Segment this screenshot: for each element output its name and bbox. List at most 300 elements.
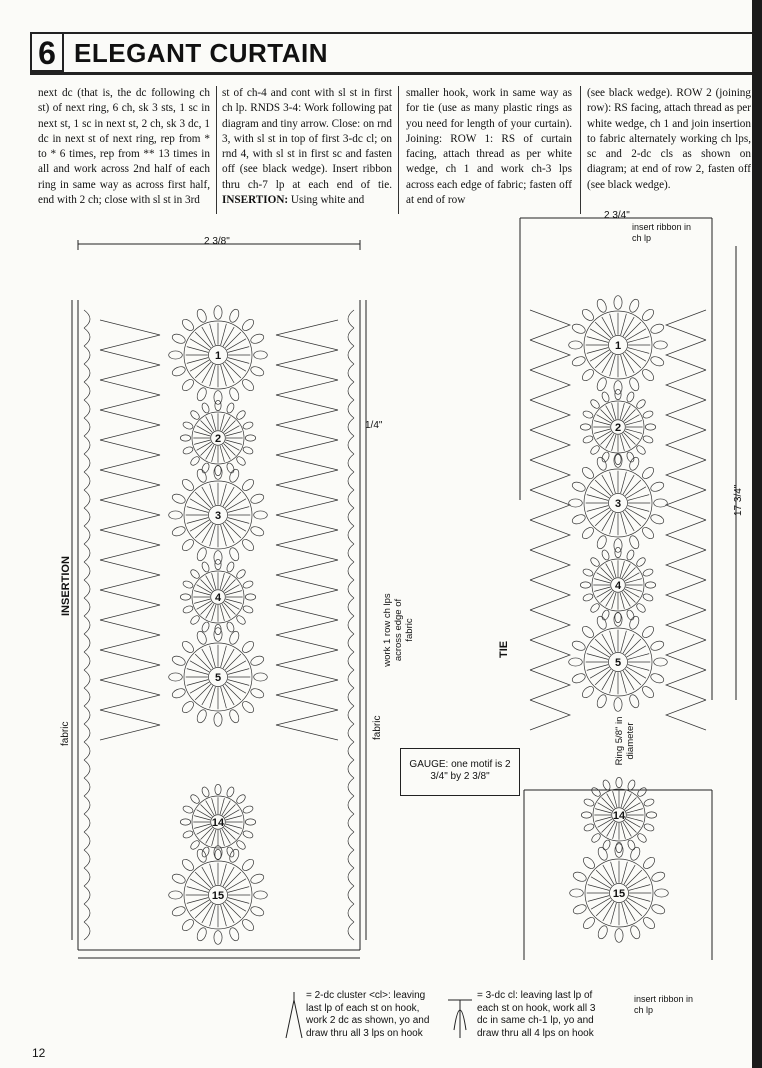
- tie-motif-1-petal: [649, 355, 665, 368]
- tie-lower-motif-15-petal: [641, 915, 656, 930]
- tie-lower-motif-14-spoke: [625, 798, 637, 810]
- insertion-motif-3-petal: [254, 511, 268, 519]
- tie-motif-5-petal: [580, 624, 595, 639]
- tie-motif-3-petal: [571, 513, 587, 526]
- text-column-4: (see black wedge). ROW 2 (joining row): RS facing, attach thread as per white wedge, ch 1 and join insertion to fabric alternately working ch lps, sc and 2-dc cls as shown on diagram; at end of row 2, fasten off (see black wedge).: [587, 87, 751, 191]
- tie-motif-3-petal: [640, 525, 655, 540]
- insertion-motif-2-petal: [226, 402, 236, 414]
- tie-lattice-right: [666, 700, 706, 730]
- legend-3dc-cluster: = 3-dc cl: leaving last lp of each st on hook, work all 3 dc in same ch-1 lp, yo and draw thru all 4 lps on hook: [477, 990, 596, 1039]
- tie-motif-3-spoke: [625, 510, 641, 526]
- tie-label: TIE: [498, 640, 510, 658]
- chain-loop-left: [84, 400, 90, 418]
- insertion-motif-3-spoke: [195, 522, 211, 538]
- insertion-motif-1-petal: [249, 332, 265, 345]
- insertion-lower-motif-14-petal: [226, 786, 236, 798]
- tie-motif-3-spoke: [595, 510, 611, 526]
- tie-motif-1-petal: [580, 307, 595, 322]
- insertion-motif-4-spoke: [224, 603, 236, 615]
- tie-lower-motif-14-petal: [627, 779, 637, 791]
- tie-motif-4-petal: [601, 609, 611, 621]
- tie-motif-1-spoke: [625, 322, 641, 338]
- tie-lattice-left: [530, 670, 570, 700]
- insertion-motif-1-petal: [240, 317, 255, 332]
- tie-motif-1-petal: [654, 341, 668, 349]
- lattice-left: [100, 500, 160, 530]
- insertion-motif-5-spoke: [225, 654, 241, 670]
- tie-lattice-right: [666, 640, 706, 670]
- chain-loop-left: [84, 544, 90, 562]
- insertion-motif-4-petal: [242, 605, 254, 615]
- insertion-motif-1-petal: [214, 306, 222, 320]
- legend-2dc-cluster: = 2-dc cluster <cl>: leaving last lp of each st on hook, work 2 dc as shown, yo and draw thru all 3 lps on hook: [306, 990, 430, 1039]
- lattice-left: [100, 320, 160, 350]
- insertion-motif-1-petal: [195, 308, 208, 324]
- tie-motif-1-petal: [640, 307, 655, 322]
- tie-lattice-right: [666, 610, 706, 640]
- tie-lattice-right: [666, 550, 706, 580]
- insertion-lower-motif-14-petal: [180, 819, 190, 825]
- chain-loop-left: [84, 562, 90, 580]
- tie-motif-1-spoke: [595, 352, 611, 368]
- tie-lattice-right: [666, 670, 706, 700]
- insertion-motif-3-petal: [249, 492, 265, 505]
- chain-loop-right: [348, 688, 354, 706]
- tie-motif-5-petal: [571, 672, 587, 685]
- insertion-motif-4-petal: [201, 621, 211, 633]
- tie-motif-4-petal: [635, 602, 647, 614]
- tie-motif-5-petal: [569, 658, 583, 666]
- chain-loop-right: [348, 580, 354, 598]
- tie-motif-4-petal: [635, 556, 647, 568]
- insertion-motif-3-petal: [249, 525, 265, 538]
- chain-loop-right: [348, 832, 354, 850]
- insertion-lower-motif-14-petal: [226, 846, 236, 858]
- tie-lower-motif-15-petal: [581, 855, 596, 870]
- tie-motif-4-petal: [645, 582, 655, 588]
- insertion-motif-3-spoke: [225, 522, 241, 538]
- tie-lower-motif-14-petal: [583, 798, 595, 808]
- chain-loop-right: [348, 346, 354, 364]
- tie-motif-4-petal: [582, 568, 594, 578]
- insertion-motif-5-petal: [169, 673, 183, 681]
- tie-lower-motif-15-petal: [572, 903, 588, 916]
- tie-motif-4-spoke: [601, 568, 613, 580]
- insertion-motif-2-spoke: [201, 444, 213, 456]
- lattice-right: [276, 470, 338, 500]
- chain-loop-right: [348, 508, 354, 526]
- cluster-3dc-symbol: [448, 1000, 472, 1038]
- chain-loop-left: [84, 688, 90, 706]
- insertion-motif-3-spoke: [225, 492, 241, 508]
- chain-loop-right: [348, 562, 354, 580]
- insertion-motif-1-petal: [228, 386, 241, 402]
- tie-motif-1-petal: [571, 322, 587, 335]
- tie-motif-5-petal: [640, 624, 655, 639]
- insertion-motif-1-petal: [254, 351, 268, 359]
- lattice-left: [100, 380, 160, 410]
- insertion-motif-4-petal: [182, 580, 194, 590]
- tie-lattice-left: [530, 580, 570, 610]
- insertion-motif-4-petal: [180, 594, 190, 600]
- tie-lower-motif-14-petal: [590, 786, 602, 798]
- insertion-motif-2-number: 2: [214, 433, 222, 445]
- tie-lattice-left: [530, 400, 570, 430]
- chain-loop-right: [348, 436, 354, 454]
- insertion-motif-5-spoke: [195, 654, 211, 670]
- chain-loop-right: [348, 652, 354, 670]
- tie-motif-4-petal: [642, 593, 654, 603]
- tie-lower-motif-15-spoke: [626, 900, 642, 916]
- tie-motif-3-petal: [580, 525, 595, 540]
- tie-lattice-right: [666, 430, 706, 460]
- chain-loop-right: [348, 814, 354, 832]
- chain-loop-left: [84, 724, 90, 742]
- lattice-right: [276, 530, 338, 560]
- insertion-motif-5-petal: [171, 687, 187, 700]
- tie-motif-5-petal: [654, 658, 668, 666]
- tie-lower-motif-14-spoke: [625, 821, 637, 833]
- insertion-motif-1-petal: [240, 377, 255, 392]
- tie-motif-4-number: 4: [614, 580, 622, 592]
- tie-lattice-left: [530, 520, 570, 550]
- insertion-motif-3-petal: [180, 477, 195, 492]
- chain-loop-right: [348, 310, 354, 328]
- tie-motif-5-spoke: [595, 669, 611, 685]
- chain-loop-left: [84, 508, 90, 526]
- chain-loop-left: [84, 868, 90, 886]
- insertion-lower-motif-14-petal: [189, 793, 201, 805]
- lattice-right: [276, 650, 338, 680]
- chain-loop-left: [84, 490, 90, 508]
- tie-lattice-left: [530, 340, 570, 370]
- tie-motif-5-petal: [571, 639, 587, 652]
- chain-loop-right: [348, 670, 354, 688]
- tie-motif-3-petal: [595, 534, 608, 550]
- insertion-lower-motif-14-petal: [182, 805, 194, 815]
- tie-lower-motif-15-petal: [596, 846, 609, 862]
- chain-loop-right: [348, 418, 354, 436]
- chain-loop-left: [84, 436, 90, 454]
- tie-motif-2-petal: [582, 435, 594, 445]
- chain-loop-left: [84, 904, 90, 922]
- tie-motif-1-petal: [628, 298, 641, 314]
- tie-lattice-right: [666, 370, 706, 400]
- chain-loop-right: [348, 922, 354, 940]
- tie-lattice-left: [530, 640, 570, 670]
- tie-motif-2-petal: [589, 444, 601, 456]
- tie-lower-motif-15-petal: [570, 889, 584, 897]
- chain-loop-left: [84, 364, 90, 382]
- insertion-tail: Using white and: [290, 194, 365, 207]
- tie-motif-4-petal: [626, 609, 636, 621]
- tie-motif-2-number: 2: [614, 422, 622, 434]
- insertion-motif-1-spoke: [225, 332, 241, 348]
- tie-lattice-left: [530, 430, 570, 460]
- tie-motif-1-petal: [580, 367, 595, 382]
- insertion-motif-3-petal: [169, 511, 183, 519]
- tie-lower-motif-14-petal: [602, 779, 612, 791]
- page-title: ELEGANT CURTAIN: [74, 38, 329, 68]
- chain-loop-left: [84, 796, 90, 814]
- tie-motif-2-petal: [580, 424, 590, 430]
- insertion-motif-5-number: 5: [214, 672, 222, 684]
- insertion-motif-2-petal: [242, 421, 254, 431]
- insertion-motif-4-spoke: [224, 580, 236, 592]
- insertion-lower-motif-14-petal: [242, 805, 254, 815]
- chain-loop-left: [84, 346, 90, 364]
- lattice-right: [276, 320, 338, 350]
- chain-loop-right: [348, 868, 354, 886]
- tie-lower-motif-15-petal: [655, 889, 669, 897]
- chain-loop-left: [84, 454, 90, 472]
- insertion-motif-2-spoke: [224, 421, 236, 433]
- insertion-motif-5-spoke: [195, 684, 211, 700]
- chain-loop-right: [348, 742, 354, 760]
- insertion-motif-4-spoke: [201, 603, 213, 615]
- pattern-number: 6: [30, 34, 64, 72]
- chain-loop-right: [348, 382, 354, 400]
- insertion-motif-2-petal: [235, 409, 247, 421]
- tie-motif-2-petal: [601, 451, 611, 463]
- insertion-motif-4-petal: [226, 621, 236, 633]
- lattice-right: [276, 590, 338, 620]
- insertion-lower-motif-14-petal: [201, 786, 211, 798]
- chain-loop-left: [84, 652, 90, 670]
- insertion-motif-3-petal: [240, 477, 255, 492]
- chain-loop-right: [348, 634, 354, 652]
- insertion-motif-5-petal: [228, 708, 241, 724]
- tie-motif-5-number: 5: [614, 657, 622, 669]
- lattice-left: [100, 560, 160, 590]
- insertion-motif-5-petal: [195, 630, 208, 646]
- tie-lattice-right: [666, 460, 706, 490]
- insertion-label: INSERTION: [60, 556, 72, 616]
- insertion-motif-1-petal: [228, 308, 241, 324]
- insertion-motif-5-petal: [171, 654, 187, 667]
- lattice-left: [100, 710, 160, 740]
- tie-lower-motif-15-petal: [650, 903, 666, 916]
- insertion-lower-motif-14-petal: [245, 819, 255, 825]
- insertion-motif-2-petal: [182, 421, 194, 431]
- chain-loop-left: [84, 418, 90, 436]
- lattice-left: [100, 470, 160, 500]
- insertion-motif-3-petal: [180, 537, 195, 552]
- text-column-1: next dc (that is, the dc following ch st) of next ring, 6 ch, sk 3 sts, 1 sc in next st, 1 sc in next st, 2 ch, sk 3 dc, 1 dc in next st of next ring, rep from * to * 6 times, rep from ** 13 times in all and work across 2nd half of each ring in same way as across first half, end with 2 ch; close with sl st in 3rd: [38, 87, 210, 207]
- lattice-right: [276, 620, 338, 650]
- tie-motif-4-spoke: [624, 591, 636, 603]
- insertion-motif-4-petal: [226, 561, 236, 573]
- insertion-motif-1-petal: [180, 377, 195, 392]
- insertion-heading: INSERTION:: [222, 194, 289, 207]
- insertion-motif-1-spoke: [225, 362, 241, 378]
- page-number: 12: [32, 1046, 46, 1060]
- tie-motif-4-petal: [601, 549, 611, 561]
- insertion-motif-5-petal: [240, 639, 255, 654]
- insertion-motif-2-petal: [180, 435, 190, 441]
- insertion-motif-2-petal: [189, 409, 201, 421]
- insertion-lower-motif-15-spoke: [195, 872, 211, 888]
- tie-lower-motif-15-petal: [581, 915, 596, 930]
- tie-lower-motif-14-petal: [643, 823, 655, 833]
- tie-motif-3-spoke: [595, 480, 611, 496]
- tie-motif-3-petal: [569, 499, 583, 507]
- insertion-lower-motif-15-petal: [171, 872, 187, 885]
- insertion-motif-1-petal: [180, 317, 195, 332]
- insertion-motif-4-petal: [189, 568, 201, 580]
- cluster-2dc-symbol: [286, 992, 302, 1038]
- insertion-motif-1-petal: [195, 386, 208, 402]
- text-column-3: smaller hook, work in same way as for tie (use as many plastic rings as you need for length of your curtain). Joining: ROW 1: RS of curtain facing, attach thread as per white wedge, ch 1 and work ch-3 lps across each edge of fabric; fasten off at end of row: [406, 87, 572, 207]
- tie-lower-motif-14-petal: [602, 839, 612, 851]
- tie-motif-4-petal: [580, 582, 590, 588]
- insertion-lower-motif-15-petal: [249, 905, 265, 918]
- tie-motif-2-petal: [615, 454, 621, 464]
- tie-lattice-left: [530, 610, 570, 640]
- tie-motif-1-petal: [571, 355, 587, 368]
- tie-motif-5-petal: [649, 639, 665, 652]
- chain-loop-left: [84, 328, 90, 346]
- tie-lower-motif-15-petal: [629, 924, 642, 940]
- chain-loop-right: [348, 364, 354, 382]
- tie-motif-3-petal: [649, 480, 665, 493]
- insertion-motif-5-petal: [240, 699, 255, 714]
- insertion-lower-motif-15-petal: [228, 926, 241, 942]
- insertion-motif-2-petal: [226, 462, 236, 474]
- chain-loop-left: [84, 670, 90, 688]
- tie-motif-3-petal: [640, 465, 655, 480]
- tie-lattice-left: [530, 550, 570, 580]
- insertion-motif-5-petal: [228, 630, 241, 646]
- insertion-motif-4-number: 4: [214, 592, 222, 604]
- insertion-motif-5-petal: [195, 708, 208, 724]
- chain-loop-left: [84, 616, 90, 634]
- insertion-motif-1-number: 1: [214, 350, 222, 362]
- tie-lower-motif-14-petal: [590, 832, 602, 844]
- tie-motif-2-petal: [635, 444, 647, 456]
- insertion-motif-3-petal: [195, 546, 208, 562]
- lattice-left: [100, 680, 160, 710]
- insertion-motif-4-petal: [201, 561, 211, 573]
- insertion-motif-4-petal: [215, 624, 221, 634]
- insertion-motif-2-petal: [235, 455, 247, 467]
- insertion-motif-1-petal: [171, 365, 187, 378]
- lattice-right: [276, 350, 338, 380]
- tie-motif-4-petal: [626, 549, 636, 561]
- insertion-lower-motif-14-spoke: [201, 805, 213, 817]
- tie-motif-2-petal: [589, 398, 601, 410]
- lattice-left: [100, 440, 160, 470]
- insertion-motif-4-spoke: [201, 580, 213, 592]
- insertion-motif-3-petal: [228, 546, 241, 562]
- lattice-left: [100, 410, 160, 440]
- tie-motif-4-spoke: [601, 591, 613, 603]
- chain-loop-left: [84, 778, 90, 796]
- chain-loop-left: [84, 760, 90, 778]
- lattice-right: [276, 380, 338, 410]
- insertion-motif-2-petal: [182, 446, 194, 456]
- tie-motif-2-petal: [642, 410, 654, 420]
- insertion-lower-motif-15-petal: [195, 848, 208, 864]
- tie-lower-motif-14-petal: [646, 812, 656, 818]
- chain-loop-right: [348, 454, 354, 472]
- tie-motif-2-petal: [582, 410, 594, 420]
- ring-note: Ring 5/8" in diameter: [614, 716, 636, 766]
- chain-loop-right: [348, 598, 354, 616]
- insertion-motif-2-petal: [245, 435, 255, 441]
- tie-motif-1-petal: [614, 296, 622, 310]
- insertion-motif-3-petal: [171, 492, 187, 505]
- insertion-lower-motif-15-petal: [254, 891, 268, 899]
- chain-loop-right: [348, 850, 354, 868]
- tie-motif-4-petal: [642, 568, 654, 578]
- tie-motif-5-petal: [628, 693, 641, 709]
- tie-motif-3-petal: [580, 465, 595, 480]
- chain-loop-right: [348, 544, 354, 562]
- insertion-lower-motif-14-petal: [201, 846, 211, 858]
- chain-loop-left: [84, 886, 90, 904]
- insertion-motif-2-spoke: [201, 421, 213, 433]
- tie-lower-motif-15-petal: [629, 846, 642, 862]
- chain-loop-right: [348, 490, 354, 508]
- tie-lattice-right: [666, 340, 706, 370]
- tie-lattice-right: [666, 520, 706, 550]
- text-column-2-body: st of ch-4 and cont with sl st in first ch lp. RNDS 3-4: Work following pat diagram and tiny arrow. Close: on rnd 3, with sl st in top of first 3-dc cl; on rnd 4, with sl st in first sc and fasten off (see black wedge). Insert ribbon thru ch-7 lp at each end of tie.: [222, 87, 392, 191]
- tie-lattice-left: [530, 700, 570, 730]
- tie-motif-5-petal: [640, 684, 655, 699]
- insertion-motif-5-petal: [214, 713, 222, 727]
- tie-motif-2-spoke: [624, 433, 636, 445]
- tie-lower-motif-14-petal: [643, 798, 655, 808]
- insert-ribbon-top: insert ribbon in ch lp: [632, 222, 692, 243]
- insertion-motif-3-number: 3: [214, 510, 222, 522]
- insertion-motif-5-petal: [254, 673, 268, 681]
- tie-motif-2-spoke: [624, 410, 636, 422]
- lattice-right: [276, 680, 338, 710]
- lattice-left: [100, 530, 160, 560]
- tie-motif-2-petal: [626, 391, 636, 403]
- fabric-label-right: fabric: [372, 715, 383, 740]
- insertion-lower-motif-15-petal: [180, 917, 195, 932]
- tie-motif-3-number: 3: [614, 498, 622, 510]
- tie-motif-1-petal: [595, 376, 608, 392]
- tie-motif-5-petal: [595, 693, 608, 709]
- tie-motif-3-spoke: [625, 480, 641, 496]
- tie-lattice-left: [530, 310, 570, 340]
- insertion-motif-3-petal: [240, 537, 255, 552]
- insertion-lower-motif-15-petal: [240, 857, 255, 872]
- insertion-motif-4-petal: [182, 605, 194, 615]
- insertion-motif-2-petal: [215, 400, 221, 410]
- insertion-lower-motif-14-number: 14: [211, 817, 225, 829]
- tie-motif-2-spoke: [601, 433, 613, 445]
- insertion-motif-2-petal: [189, 455, 201, 467]
- tie-lower-motif-15-petal: [596, 924, 609, 940]
- tie-lattice-left: [530, 490, 570, 520]
- insertion-motif-5-petal: [180, 699, 195, 714]
- insertion-motif-1-petal: [249, 365, 265, 378]
- insertion-motif-4-petal: [235, 568, 247, 580]
- tie-motif-1-petal: [595, 298, 608, 314]
- tie-lattice-left: [530, 370, 570, 400]
- tie-motif-1-spoke: [625, 352, 641, 368]
- tie-motif-5-petal: [649, 672, 665, 685]
- tie-lattice-right: [666, 580, 706, 610]
- tie-motif-5-spoke: [595, 639, 611, 655]
- chain-loop-right: [348, 796, 354, 814]
- insertion-lower-motif-14-spoke: [224, 828, 236, 840]
- lattice-left: [100, 650, 160, 680]
